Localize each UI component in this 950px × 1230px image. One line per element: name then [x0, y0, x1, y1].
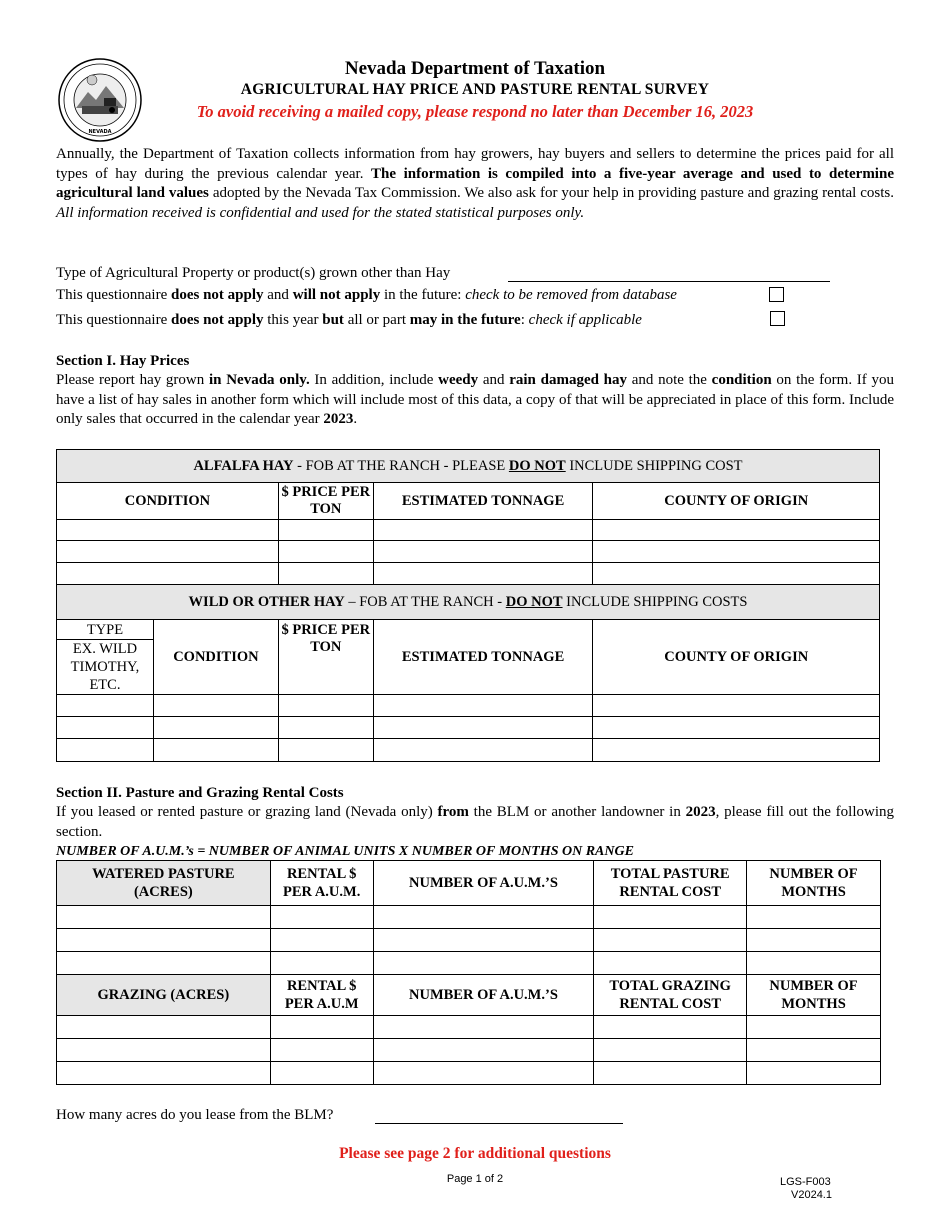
pasture-col-months: NUMBER OF MONTHS — [747, 861, 881, 906]
wild-price-cell[interactable] — [278, 695, 373, 717]
alfalfa-condition-cell[interactable] — [57, 541, 279, 563]
wild-col-county: COUNTY OF ORIGIN — [593, 620, 880, 695]
pasture-months-cell[interactable] — [747, 929, 881, 952]
form-version: V2024.1 — [791, 1189, 832, 1201]
pasture-rental-cell[interactable] — [270, 906, 373, 929]
grazing-acres-cell[interactable] — [57, 1016, 271, 1039]
pasture-col-aums: NUMBER OF A.U.M.’S — [373, 861, 594, 906]
may-apply-future-question: This questionnaire does not apply this year but all or part may in the future: check if applicable — [56, 312, 642, 328]
grazing-col-rental: RENTAL $ PER A.U.M — [270, 975, 373, 1016]
grazing-rental-cell[interactable] — [270, 1016, 373, 1039]
wild-condition-cell[interactable] — [153, 695, 278, 717]
table-row — [57, 695, 880, 717]
alfalfa-condition-cell[interactable] — [57, 520, 279, 541]
wild-type-cell[interactable] — [57, 739, 154, 762]
remove-from-database-checkbox[interactable] — [769, 287, 784, 302]
grazing-rental-cell[interactable] — [270, 1062, 373, 1085]
grazing-aums-cell[interactable] — [373, 1016, 594, 1039]
pasture-col-rental: RENTAL $ PER A.U.M. — [270, 861, 373, 906]
pasture-grazing-table — [56, 860, 881, 1085]
property-type-input[interactable] — [508, 281, 830, 282]
pasture-acres-cell[interactable] — [57, 906, 271, 929]
page2-notice: Please see page 2 for additional questions — [339, 1145, 611, 1162]
alfalfa-col-tonnage: ESTIMATED TONNAGE — [373, 483, 593, 520]
wild-col-type — [57, 620, 154, 695]
section1-instructions: Please report hay grown in Nevada only. In addition, include weedy and rain damaged hay and note the condition on the form. If you have a list of hay sales in another form which will include most of this data, a copy of that will be appreciated in place of this form. Include only sales that occurred in the calendar year 2023. — [56, 372, 894, 427]
wild-col-condition: CONDITION — [153, 620, 278, 695]
grazing-total-cell[interactable] — [594, 1039, 747, 1062]
pasture-aums-cell[interactable] — [373, 929, 594, 952]
intro-paragraph: Annually, the Department of Taxation collects information from hay growers, hay buyers and sellers to determine the prices paid for all types of hay during the previous calendar year. The information is compiled into a five-year average and used to determine agricultural land values adopted by the Nevada Tax Commission. We also ask for your help in providing pasture and grazing rental costs. All information received is confidential and used for the stated statistical purposes only. — [56, 146, 895, 221]
pasture-months-cell[interactable] — [747, 952, 881, 975]
grazing-total-cell[interactable] — [594, 1016, 747, 1039]
grazing-months-cell[interactable] — [747, 1039, 881, 1062]
grazing-acres-cell[interactable] — [57, 1062, 271, 1085]
table-row — [57, 739, 880, 762]
pasture-acres-cell[interactable] — [57, 929, 271, 952]
grazing-header-row — [57, 975, 881, 1016]
wild-title-row — [57, 585, 880, 620]
wild-type-cell[interactable] — [57, 695, 154, 717]
table-row — [57, 952, 881, 975]
alfalfa-title: ALFALFA HAY - FOB AT THE RANCH - PLEASE DO NOT INCLUDE SHIPPING COST — [57, 450, 880, 483]
pasture-total-cell[interactable] — [594, 906, 747, 929]
table-row — [57, 541, 880, 563]
wild-condition-cell[interactable] — [153, 717, 278, 739]
pasture-total-cell[interactable] — [594, 929, 747, 952]
alfalfa-tonnage-cell[interactable] — [373, 541, 593, 563]
alfalfa-price-cell[interactable] — [278, 520, 373, 541]
wild-header-row — [57, 620, 880, 695]
svg-text:NEVADA: NEVADA — [88, 129, 112, 135]
table-row — [57, 906, 881, 929]
wild-condition-cell[interactable] — [153, 739, 278, 762]
alfalfa-price-cell[interactable] — [278, 563, 373, 585]
wild-tonnage-cell[interactable] — [373, 695, 593, 717]
form-id: LGS-F003 — [780, 1176, 831, 1188]
alfalfa-county-cell[interactable] — [593, 520, 880, 541]
wild-type-label: TYPE — [57, 621, 153, 640]
blm-acres-question: How many acres do you lease from the BLM? — [56, 1107, 334, 1123]
alfalfa-county-cell[interactable] — [593, 541, 880, 563]
pasture-total-cell[interactable] — [594, 952, 747, 975]
page-number: Page 1 of 2 — [446, 1173, 504, 1185]
deadline-notice: To avoid receiving a mailed copy, please respond no later than December 16, 2023 — [196, 102, 754, 121]
wild-price-cell[interactable] — [278, 739, 373, 762]
pasture-col-acres: WATERED PASTURE (ACRES) — [57, 861, 271, 906]
wild-county-cell[interactable] — [593, 739, 880, 762]
alfalfa-tonnage-cell[interactable] — [373, 520, 593, 541]
wild-col-tonnage: ESTIMATED TONNAGE — [373, 620, 593, 695]
survey-title: AGRICULTURAL HAY PRICE AND PASTURE RENTAL SURVEY — [240, 81, 710, 98]
wild-type-example: EX. WILD TIMOTHY, ETC. — [70, 640, 140, 693]
section2-instructions: If you leased or rented pasture or grazing land (Nevada only) from the BLM or another landowner in 2023, please fill out the following section. — [56, 804, 894, 840]
grazing-aums-cell[interactable] — [373, 1062, 594, 1085]
alfalfa-col-county: COUNTY OF ORIGIN — [593, 483, 880, 520]
grazing-col-months: NUMBER OF MONTHS — [747, 975, 881, 1016]
pasture-aums-cell[interactable] — [373, 906, 594, 929]
grazing-total-cell[interactable] — [594, 1062, 747, 1085]
grazing-col-total: TOTAL GRAZING RENTAL COST — [594, 975, 747, 1016]
table-row — [57, 1039, 881, 1062]
table-row — [57, 717, 880, 739]
grazing-rental-cell[interactable] — [270, 1039, 373, 1062]
grazing-col-aums: NUMBER OF A.U.M.’S — [373, 975, 594, 1016]
alfalfa-condition-cell[interactable] — [57, 563, 279, 585]
grazing-col-acres: GRAZING (ACRES) — [57, 975, 271, 1016]
pasture-acres-cell[interactable] — [57, 952, 271, 975]
pasture-rental-cell[interactable] — [270, 952, 373, 975]
table-row — [57, 1016, 881, 1039]
wild-county-cell[interactable] — [593, 717, 880, 739]
grazing-months-cell[interactable] — [747, 1016, 881, 1039]
pasture-months-cell[interactable] — [747, 906, 881, 929]
wild-type-cell[interactable] — [57, 717, 154, 739]
section2-heading: Section II. Pasture and Grazing Rental Costs — [56, 785, 344, 801]
table-row — [57, 929, 881, 952]
pasture-aums-cell[interactable] — [373, 952, 594, 975]
grazing-months-cell[interactable] — [747, 1062, 881, 1085]
pasture-col-total: TOTAL PASTURE RENTAL COST — [594, 861, 747, 906]
grazing-aums-cell[interactable] — [373, 1039, 594, 1062]
pasture-rental-cell[interactable] — [270, 929, 373, 952]
pasture-header-row — [57, 861, 881, 906]
alfalfa-price-cell[interactable] — [278, 541, 373, 563]
alfalfa-title-row — [57, 450, 880, 483]
remove-from-database-question: This questionnaire does not apply and will not apply in the future: check to be removed from database — [56, 287, 677, 303]
table-row — [57, 563, 880, 585]
agency-title: Nevada Department of Taxation — [344, 58, 606, 79]
alfalfa-header-row — [57, 483, 880, 520]
wild-tonnage-cell[interactable] — [373, 717, 593, 739]
wild-price-cell[interactable] — [278, 717, 373, 739]
table-row — [57, 520, 880, 541]
alfalfa-col-condition: CONDITION — [57, 483, 279, 520]
section1-heading: Section I. Hay Prices — [56, 353, 190, 369]
may-apply-future-checkbox[interactable] — [770, 311, 785, 326]
table-row — [57, 1062, 881, 1085]
grazing-acres-cell[interactable] — [57, 1039, 271, 1062]
wild-tonnage-cell[interactable] — [373, 739, 593, 762]
wild-title: WILD OR OTHER HAY – FOB AT THE RANCH - DO NOT INCLUDE SHIPPING COSTS — [57, 585, 880, 620]
wild-county-cell[interactable] — [593, 695, 880, 717]
property-type-question: Type of Agricultural Property or product(s) grown other than Hay — [56, 265, 451, 281]
wild-col-price: $ PRICE PER TON — [278, 620, 373, 695]
alfalfa-county-cell[interactable] — [593, 563, 880, 585]
alfalfa-tonnage-cell[interactable] — [373, 563, 593, 585]
hay-prices-table — [56, 449, 880, 762]
aum-formula: NUMBER OF A.U.M.’s = NUMBER OF ANIMAL UNITS X NUMBER OF MONTHS ON RANGE — [56, 844, 634, 859]
alfalfa-col-price: $ PRICE PER TON — [278, 483, 373, 520]
blm-acres-input[interactable] — [375, 1123, 623, 1124]
